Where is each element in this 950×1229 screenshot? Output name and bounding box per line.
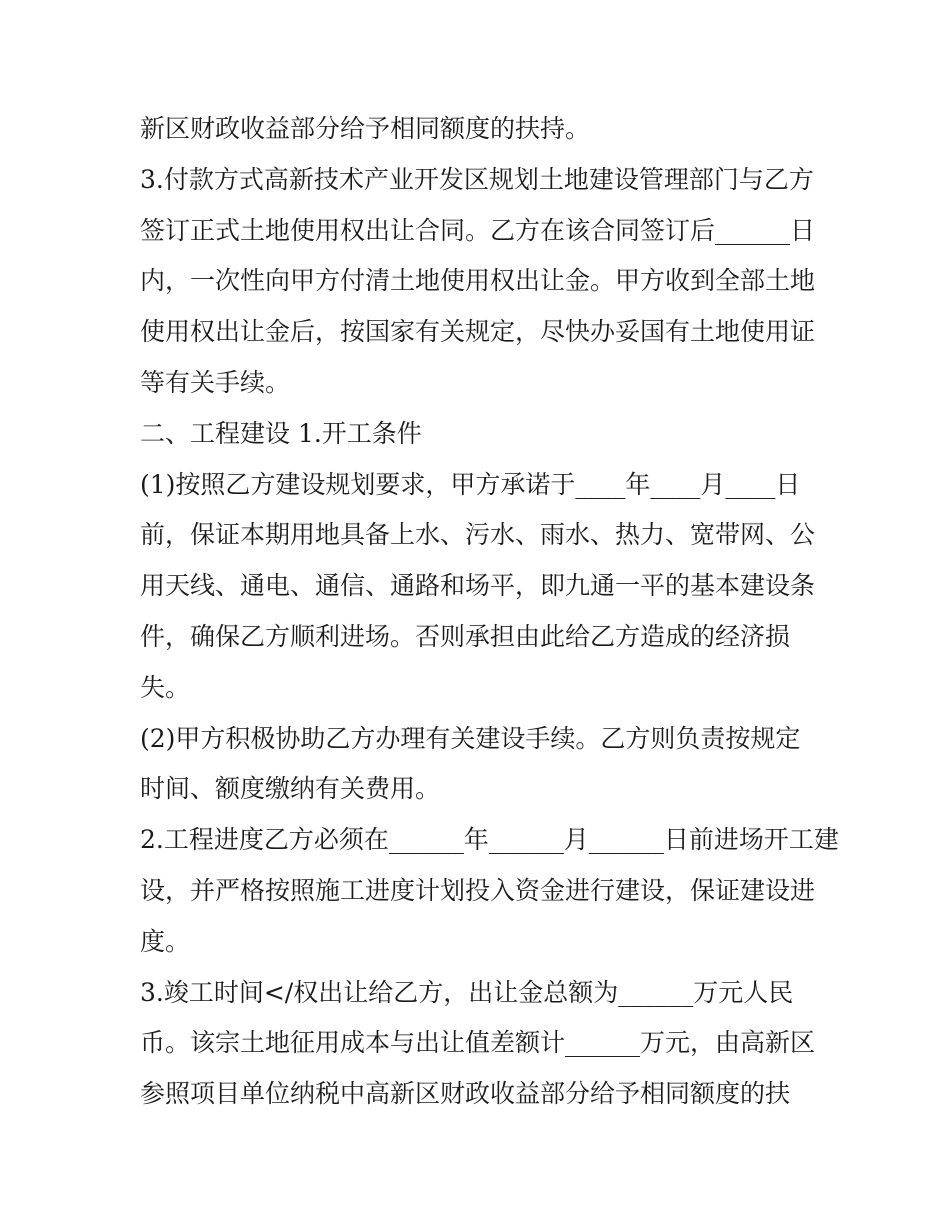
section-heading: 二、工程建设 1.开工条件 — [140, 418, 422, 448]
text-line: (2)甲方积极协助乙方办理有关建设手续。乙方则负责按规定 — [140, 723, 801, 753]
text-line: 度。 — [140, 926, 191, 956]
text-line: 设，并严格按照施工进度计划投入资金进行建设，保证建设进 — [140, 875, 816, 905]
text-line: 时间、额度缴纳有关费用。 — [140, 774, 441, 804]
text-line: 参照项目单位纳税中高新区财政收益部分给予相同额度的扶 — [140, 1079, 791, 1109]
text-line: 前，保证本期用地具备上水、污水、雨水、热力、宽带网、公 — [140, 520, 816, 550]
text-line: 2.工程进度乙方必须在______年______月______日前进场开工建 — [140, 825, 839, 855]
text-line: 失。 — [140, 672, 191, 702]
text-line: 内，一次性向甲方付清土地使用权出让金。甲方收到全部土地 — [140, 266, 816, 296]
text-line: 用天线、通电、通信、通路和场平，即九通一平的基本建设条 — [140, 571, 816, 601]
text-line: 件，确保乙方顺利进场。否则承担由此给乙方造成的经济损 — [140, 621, 791, 651]
text-line: 使用权出让金后，按国家有关规定，尽快办妥国有土地使用证 — [140, 317, 816, 347]
text-line: 等有关手续。 — [140, 367, 291, 397]
text-line: 3.付款方式高新技术产业开发区规划土地建设管理部门与乙方 — [140, 164, 814, 194]
document-body — [140, 104, 839, 1120]
text-line: 3.竣工时间</权出让给乙方，出让金总额为______万元人民 — [140, 977, 794, 1007]
text-line: 新区财政收益部分给予相同额度的扶持。 — [140, 114, 591, 143]
text-line: (1)按照乙方建设规划要求，甲方承诺于____年____月____日 — [140, 469, 801, 499]
text-line: 币。该宗土地征用成本与出让值差额计______万元，由高新区 — [140, 1028, 816, 1058]
text-line: 签订正式土地使用权出让合同。乙方在该合同签订后______日 — [140, 215, 816, 245]
